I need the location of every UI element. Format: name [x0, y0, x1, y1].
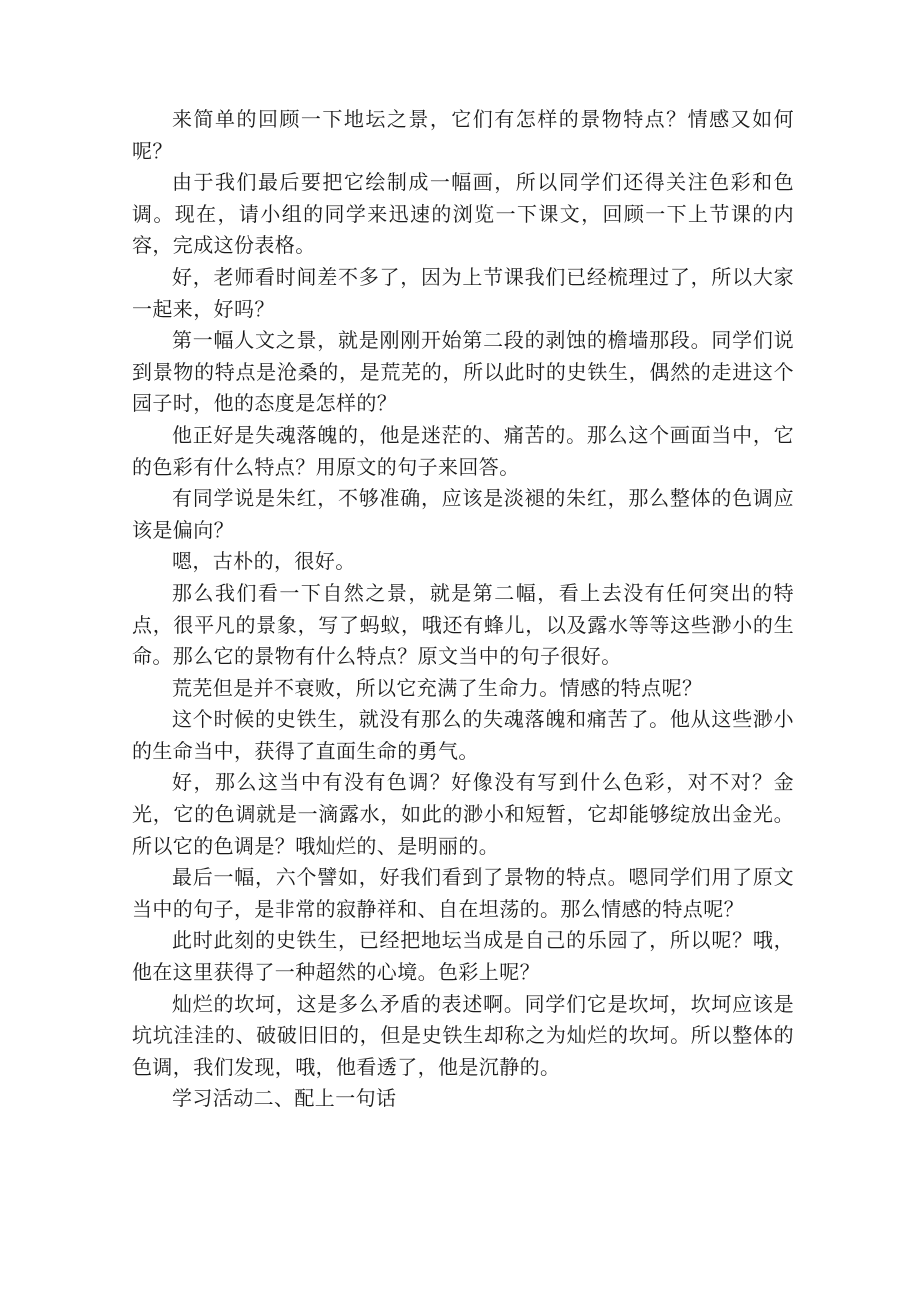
- section-heading: 学习活动二、配上一句话: [172, 1086, 397, 1111]
- paragraph-7: 嗯，古朴的，很好。: [172, 549, 356, 574]
- paragraph-13: 此时此刻的史铁生，已经把地坛当成是自己的乐园了，所以呢？哦，他在这里获得了一种超然的心境。色彩上呢？: [132, 928, 794, 985]
- paragraph-5: 他正好是失魂落魄的，他是迷茫的、痛苦的。那么这个画面当中，它的色彩有什么特点？用原文的句子来回答。: [132, 422, 794, 479]
- paragraph-8: 那么我们看一下自然之景，就是第二幅，看上去没有任何突出的特点，很平凡的景象，写了蚂蚁，哦还有蜂儿，以及露水等等这些渺小的生命。那么它的景物有什么特点？原文当中的句子很好。: [132, 580, 794, 669]
- paragraph-6: 有同学说是朱红，不够准确，应该是淡褪的朱红，那么整体的色调应该是偏向？: [132, 486, 794, 542]
- paragraph-1: 来简单的回顾一下地坛之景，它们有怎样的景物特点？情感又如何呢？: [132, 107, 794, 163]
- paragraph-2: 由于我们最后要把它绘制成一幅画，所以同学们还得关注色彩和色调。现在，请小组的同学来迅速的浏览一下课文，回顾一下上节课的内容，完成这份表格。: [132, 170, 794, 258]
- paragraph-4: 第一幅人文之景，就是刚刚开始第二段的剥蚀的檐墙那段。同学们说到景物的特点是沧桑的，是荒芜的，所以此时的史铁生，偶然的走进这个园子时，他的态度是怎样的？: [132, 328, 794, 416]
- document-body: [132, 104, 794, 1115]
- paragraph-3: 好，老师看时间差不多了，因为上节课我们已经梳理过了，所以大家一起来，好吗？: [132, 264, 794, 321]
- paragraph-14: 灿烂的坎坷，这是多么矛盾的表述啊。同学们它是坎坷，坎坷应该是坑坑洼洼的、破破旧旧的，但是史铁生却称之为灿烂的坎坷。所以整体的色调，我们发现，哦，他看透了，他是沉静的。: [132, 991, 794, 1079]
- paragraph-10: 这个时候的史铁生，就没有那么的失魂落魄和痛苦了。他从这些渺小的生命当中，获得了直面生命的勇气。: [132, 707, 794, 763]
- paragraph-11: 好，那么这当中有没有色调？好像没有写到什么色彩，对不对？金光，它的色调就是一滴露水，如此的渺小和短暂，它却能够绽放出金光。所以它的色调是？哦灿烂的、是明丽的。: [132, 770, 794, 858]
- paragraph-12: 最后一幅，六个譬如，好我们看到了景物的特点。嗯同学们用了原文当中的句子，是非常的寂静祥和、自在坦荡的。那么情感的特点呢？: [132, 865, 794, 921]
- paragraph-9: 荒芜但是并不衰败，所以它充满了生命力。情感的特点呢？: [172, 675, 703, 700]
